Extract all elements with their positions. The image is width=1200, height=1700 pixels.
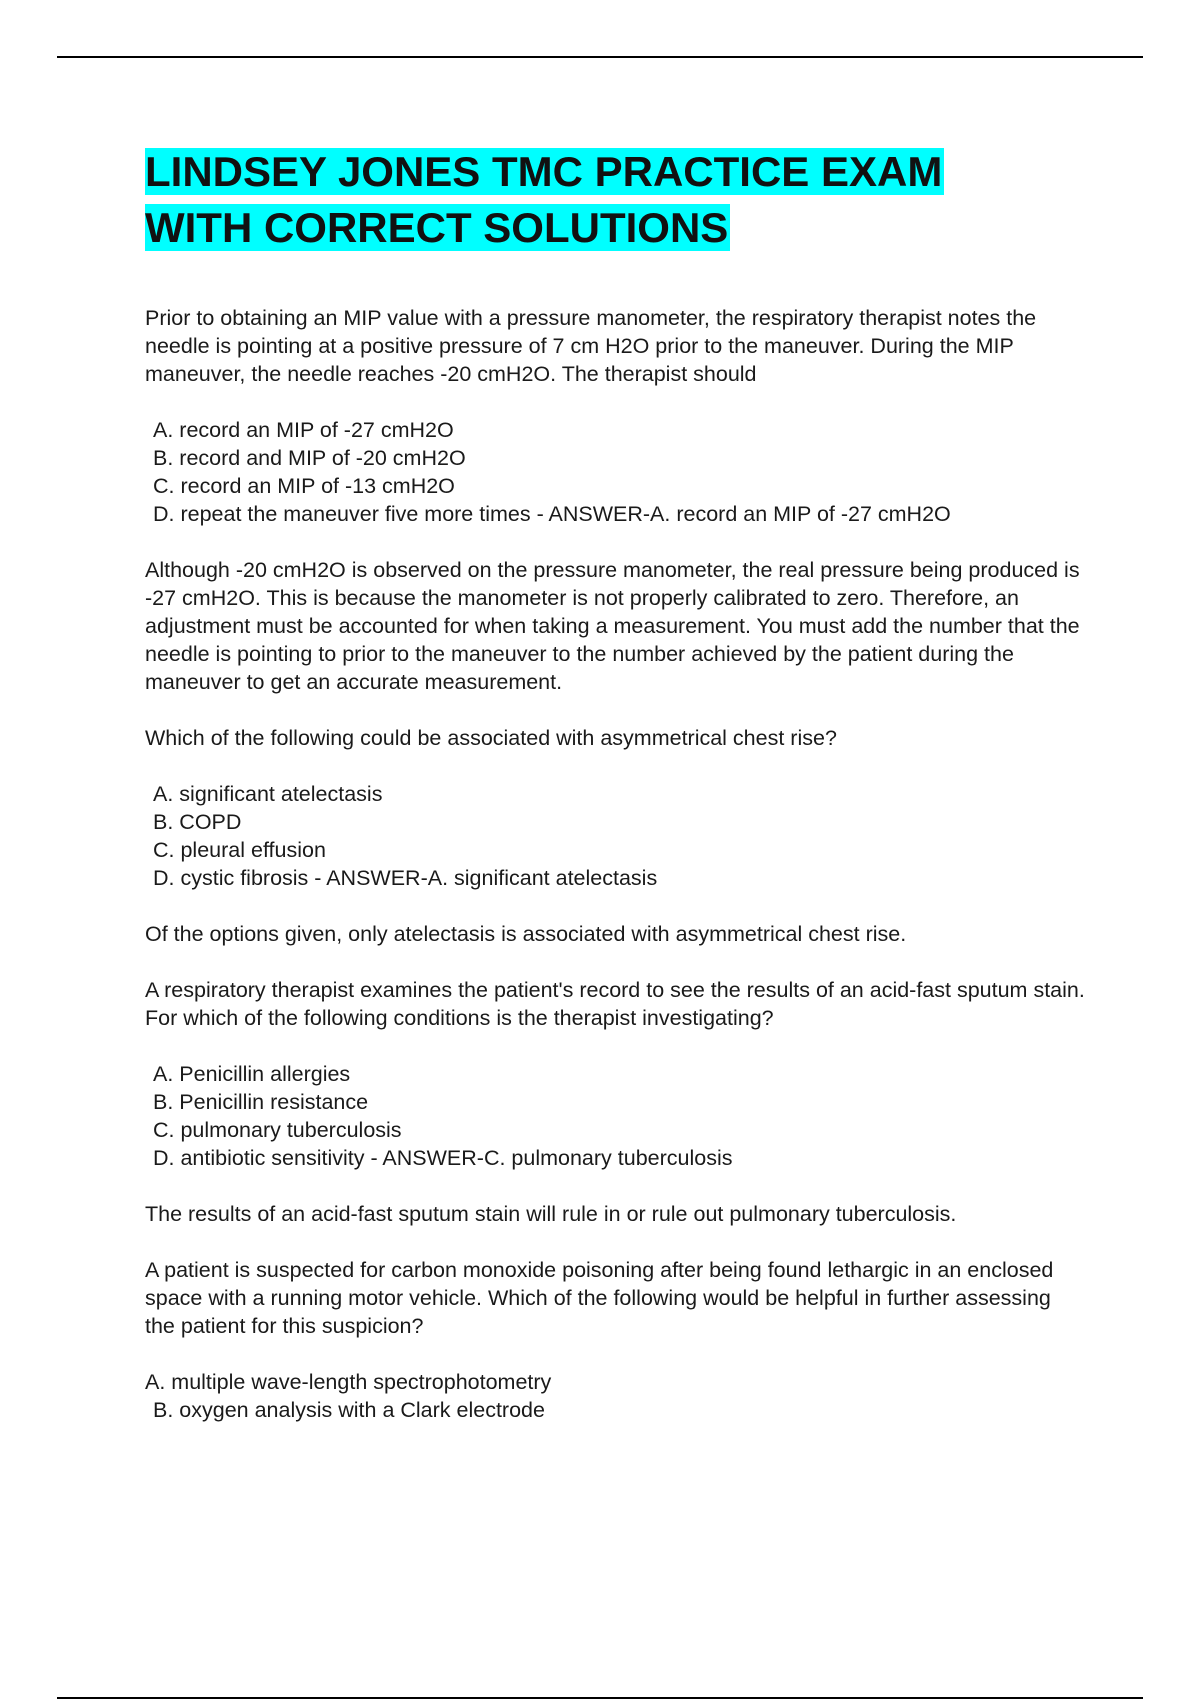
document-body xyxy=(145,144,1085,1452)
question-1-option-b: B. record and MIP of -20 cmH2O xyxy=(153,446,466,470)
question-1-option-d-answer: D. repeat the maneuver five more times - ANSWER-A. record an MIP of -27 cmH2O xyxy=(153,502,951,526)
question-2-option-a: A. significant atelectasis xyxy=(153,782,383,806)
question-3-explanation: The results of an acid-fast sputum stain will rule in or rule out pulmonary tuberculosis. xyxy=(145,1202,957,1226)
document-title xyxy=(145,144,1085,256)
question-2-option-c: C. pleural effusion xyxy=(153,838,326,862)
question-1-option-a: A. record an MIP of -27 cmH2O xyxy=(153,418,454,442)
question-3-option-b: B. Penicillin resistance xyxy=(153,1090,369,1114)
question-4-text: A patient is suspected for carbon monoxide poisoning after being found lethargic in an enclosed space with a running motor vehicle. Which of the following would be helpful in further assessing the patient for this suspicion? xyxy=(145,1258,1054,1338)
question-3-option-d-answer: D. antibiotic sensitivity - ANSWER-C. pulmonary tuberculosis xyxy=(153,1146,733,1170)
question-1-options xyxy=(145,416,1085,528)
question-4-option-a: A. multiple wave-length spectrophotometry xyxy=(145,1370,552,1394)
title-line-2: WITH CORRECT SOLUTIONS xyxy=(145,204,729,251)
question-1-explanation: Although -20 cmH2O is observed on the pressure manometer, the real pressure being produced is -27 cmH2O. This is because the manometer is not properly calibrated to zero. Therefore, an adjustment must be accounted for when taking a measurement. You must add the number that the needle is pointing to prior to the maneuver to the number achieved by the patient during the maneuver to get an accurate measurement. xyxy=(145,558,1080,694)
question-4-option-b: B. oxygen analysis with a Clark electrode xyxy=(153,1398,545,1422)
top-rule xyxy=(57,56,1143,58)
question-3-option-c: C. pulmonary tuberculosis xyxy=(153,1118,402,1142)
bottom-rule xyxy=(57,1697,1143,1699)
question-2-explanation: Of the options given, only atelectasis is associated with asymmetrical chest rise. xyxy=(145,922,907,946)
question-1-option-c: C. record an MIP of -13 cmH2O xyxy=(153,474,455,498)
question-2-options xyxy=(145,780,1085,892)
title-line-1: LINDSEY JONES TMC PRACTICE EXAM xyxy=(145,148,943,195)
question-3-options xyxy=(145,1060,1085,1172)
question-1-text: Prior to obtaining an MIP value with a pressure manometer, the respiratory therapist notes the needle is pointing at a positive pressure of 7 cm H2O prior to the maneuver. During the MIP maneuver, the needle reaches -20 cmH2O. The therapist should xyxy=(145,306,1037,386)
title-highlight xyxy=(145,148,944,251)
question-2-option-b: B. COPD xyxy=(153,810,242,834)
question-3-option-a: A. Penicillin allergies xyxy=(153,1062,351,1086)
question-2-option-d-answer: D. cystic fibrosis - ANSWER-A. significant atelectasis xyxy=(153,866,658,890)
question-3-text: A respiratory therapist examines the patient's record to see the results of an acid-fast sputum stain. For which of the following conditions is the therapist investigating? xyxy=(145,978,1085,1030)
question-2-text: Which of the following could be associated with asymmetrical chest rise? xyxy=(145,726,837,750)
question-4-options xyxy=(145,1368,1085,1424)
